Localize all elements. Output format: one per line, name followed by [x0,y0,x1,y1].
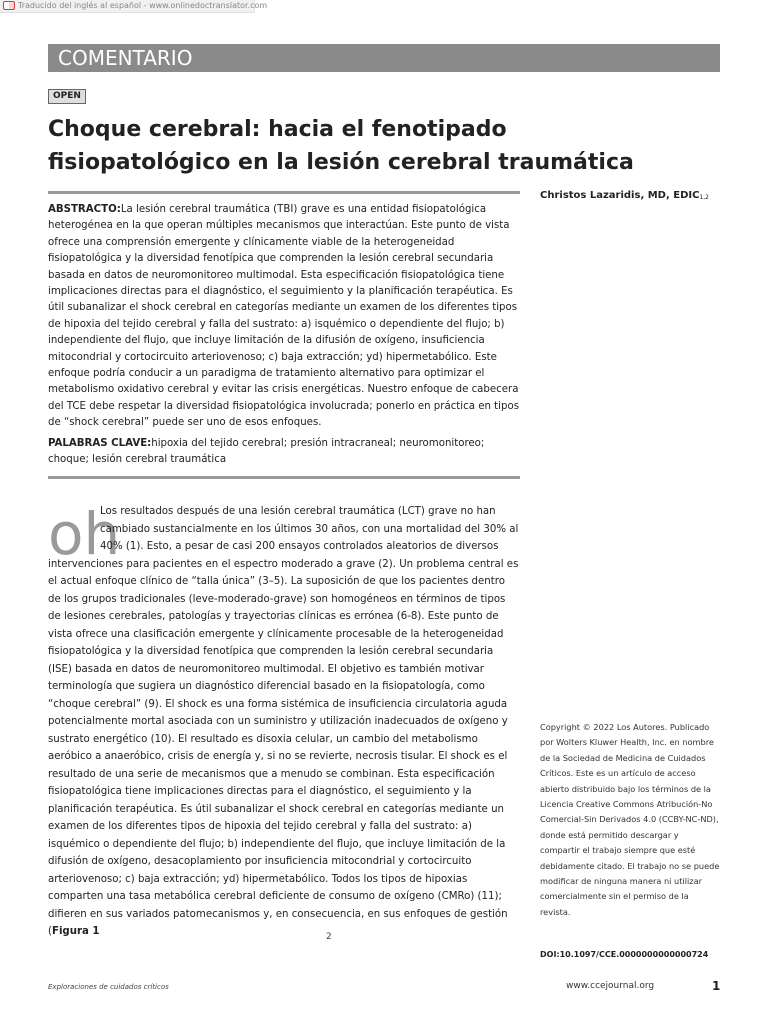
footer-journal-url[interactable]: www.ccejournal.org [566,981,655,991]
footer-page-number: 1 [712,979,721,993]
page-marker: 2 [326,932,332,942]
open-access-badge: OPEN [48,89,86,104]
body-text-content: Los resultados después de una lesión cerebral traumática (LCT) grave no han cambiado sustancialmente en los últimos 30 años, con una mortalidad del 30% al 40% (1). Esto, a pesar de casi 200 ensayos controlados aleatorios de diversos intervenciones para pacientes en el espectro moderado a grave (2). Un problema central es el actual enfoque clínico de “talla única” (3–5). La suposición de que los pacientes dentro de los grupos tradicionales (leve-moderado-grave) son homogéneos en términos de tipos de lesiones cerebrales, patologías y trayectorias clínicas es errónea (6-8). Este punto de vista ofrece una clasificación emergente y clínicamente procesable de la heterogeneidad fisiopatológica y la diversidad fenotípica que comprenden la lesión cerebral secundaria (ISE) basada en datos de neuromonitoreo multimodal. El objetivo es también motivar terminología que sugiera un diagnóstico diferencial basado en la fisiopatología, como “choque cerebral” (9). El shock es una forma sistémica de insuficiencia circulatoria aguda potencialmente mortal asociada con un suministro y utilización inadecuados de oxígeno y sustrato energético (10). El resultado es disoxia celular, un cambio del metabolismo aeróbico a anaeróbico, crisis de energía y, si no se revierte, necrosis tisular. El shock es el resultado de una serie de mecanismos que a menudo se combinan. Esta especificación fisiopatológica tiene implicaciones directas para el diagnóstico, el seguimiento y la planificación terapéutica. Es útil subanalizar el shock cerebral en categorías mediante un examen de los diferentes tipos de hipoxia del tejido cerebral y falla del sustrato: a) isquémico o dependiente del flujo; b) independiente del flujo, que incluye limitación de la difusión de oxígeno, desacoplamiento por insuficiencia mitocondrial y cortocircuito arteriovenoso; c) baja extracción; yd) hipermetabólico. Todos los tipos de hipoxias comparten una tasa metabólica cerebral deficiente de consumo de oxígeno (CMRo) (11); difieren en sus variados patomecanismos y, en consecuencia, en sus enfoques de gestión ( [48,506,519,937]
body-text [48,503,520,941]
copyright-notice: Copyright © 2022 Los Autores. Publicado por Wolters Kluwer Health, Inc. en nombre de la Sociedad de Medicina de Cuidados Críticos. Este es un artículo de acceso abierto distribuido bajo los términos de la Licencia Creative Commons Atribución-No Comercial-Sin Derivados 4.0 (CCBY-NC-ND), donde está permitido descargar y compartir el trabajo siempre que esté debidamente citado. El trabajo no se puede modificar de ninguna manera ni utilizar comercialmente sin el permiso de la revista. [540,722,720,917]
keywords-paragraph [48,436,520,469]
drop-cap-spacer [48,503,100,555]
keywords-label: PALABRAS CLAVE: [48,437,152,449]
drop-cap: oh [48,500,121,568]
doi-text: DOI:10.1097/CCE.0000000000000724 [540,950,709,959]
keywords-text: hipoxia del tejido cerebral; presión intracraneal; neuromonitoreo; choque; lesión cerebral traumática [48,437,485,466]
abstract-bottom-rule [48,476,520,479]
abstract-text: La lesión cerebral traumática (TBI) grave es una entidad fisiopatológica heterogénea en la que operan múltiples mecanismos que interactúan. Este punto de vista ofrece una comprensión emergente y clínicamente viable de la heterogeneidad fisiopatológica y la diversidad fenotípica que comprenden la lesión cerebral secundaria basada en datos de neuromonitoreo multimodal. Esta especificación fisiopatológica tiene implicaciones directas para el diagnóstico, el seguimiento y la planificación terapéutica. Es útil subanalizar el shock cerebral en categorías mediante un examen de los diferentes tipos de hipoxia del tejido cerebral y falla del sustrato: a) isquémico o dependiente del flujo; b) independiente del flujo, que incluye limitación de la difusión de oxígeno, insuficiencia mitocondrial y cortocircuito arteriovenoso; c) baja extracción; yd) hipermetabólico. Este enfoque podría conducir a un paradigma de tratamiento alternativo para optimizar el metabolismo oxidativo cerebral y evitar las crisis energéticas. Nuestro enfoque de cabecera del TCE debe respetar la diversidad fisiopatológica involucrada; ponerlo en práctica en tipos de “shock cerebral” puede ser uno de esos enfoques. [48,204,520,429]
abstract-paragraph [48,202,520,432]
author-affiliations: 1,2 [699,194,709,201]
translator-banner[interactable] [0,0,268,13]
translator-logo-icon [3,1,15,10]
abstract-block [48,202,520,469]
figure-reference[interactable]: Figura 1 [51,926,100,937]
abstract-top-rule [48,191,520,194]
abstract-label: ABSTRACTO: [48,204,121,215]
section-label: COMENTARIO [48,44,720,72]
footer-journal-name: Exploraciones de cuidados críticos [48,983,169,991]
author-byline [540,190,740,201]
author-name: Christos Lazaridis, MD, EDIC [540,190,700,201]
translator-banner-text: Traducido del inglés al español - www.onlinedoctranslator.com [18,1,268,10]
body-paragraph [48,503,520,941]
article-title: Choque cerebral: hacia el fenotipado fisiopatológico en la lesión cerebral traumática [48,117,634,175]
